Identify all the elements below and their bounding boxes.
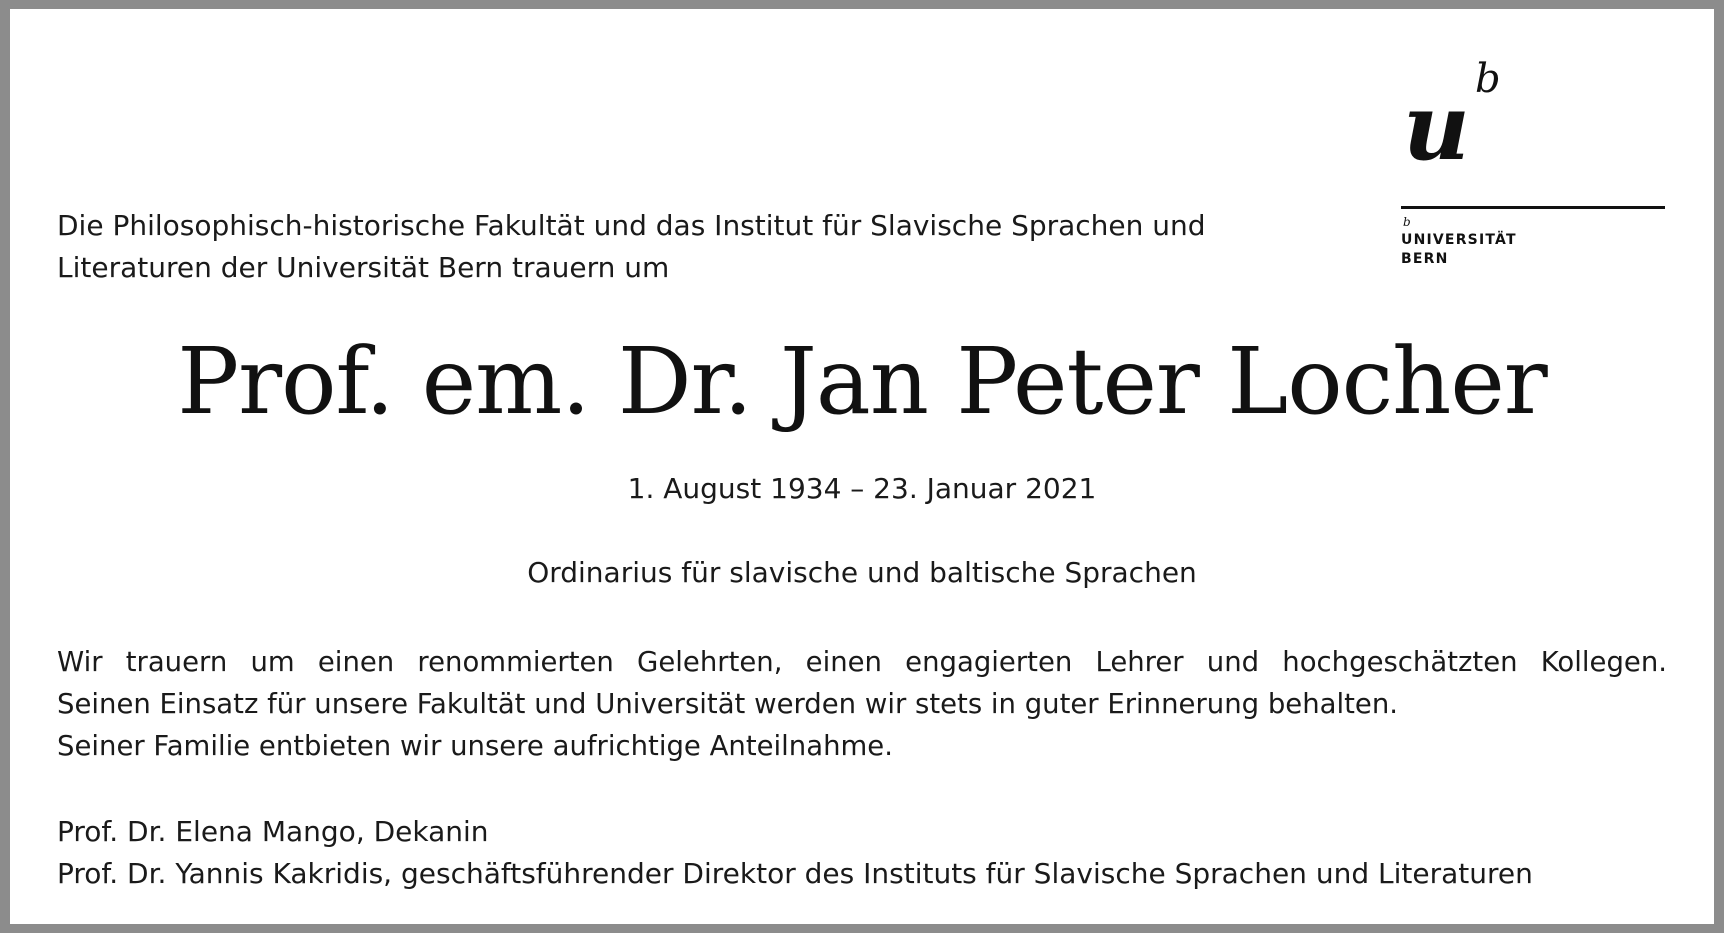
- university-bern-logo: [1397, 56, 1677, 279]
- signatures: [57, 811, 1677, 895]
- condolence-text: [57, 641, 1667, 767]
- logo-divider: [1401, 206, 1665, 209]
- signature-dean: Prof. Dr. Elena Mango, Dekanin: [57, 815, 489, 848]
- logo-line-universitaet: UNIVERSITÄT: [1401, 232, 1517, 248]
- life-dates: 1. August 1934 – 23. Januar 2021: [627, 472, 1097, 505]
- obituary-page: [10, 9, 1714, 924]
- intro-text: [57, 205, 1257, 289]
- signature-director: Prof. Dr. Yannis Kakridis, geschäftsführender Direktor des Instituts für Slavische Sprachen und Literaturen: [57, 857, 1533, 890]
- condolence-line-1: Wir trauern um einen renommierten Gelehrten, einen engagierten Lehrer und hochgeschätzten Kollegen.: [57, 646, 1667, 678]
- academic-role: Ordinarius für slavische und baltische Sprachen: [527, 556, 1197, 589]
- condolence-line-2: Seinen Einsatz für unsere Fakultät und Universität werden wir stets in guter Erinnerung behalten.: [57, 688, 1398, 720]
- logo-line-bern: BERN: [1401, 251, 1449, 267]
- logo-wordmark: [1401, 231, 1517, 269]
- condolence-line-3: Seiner Familie entbieten wir unsere aufrichtige Anteilnahme.: [57, 730, 893, 762]
- logo-b-mark: b: [1475, 56, 1501, 102]
- deceased-name: Prof. em. Dr. Jan Peter Locher: [177, 328, 1547, 435]
- intro-line-1: Die Philosophisch-historische Fakultät und das Institut für Slavische Sprachen und: [57, 209, 1206, 242]
- logo-u-mark: u: [1403, 73, 1470, 181]
- logo-b-small: b: [1403, 215, 1411, 229]
- intro-line-2: Literaturen der Universität Bern trauern um: [57, 251, 670, 284]
